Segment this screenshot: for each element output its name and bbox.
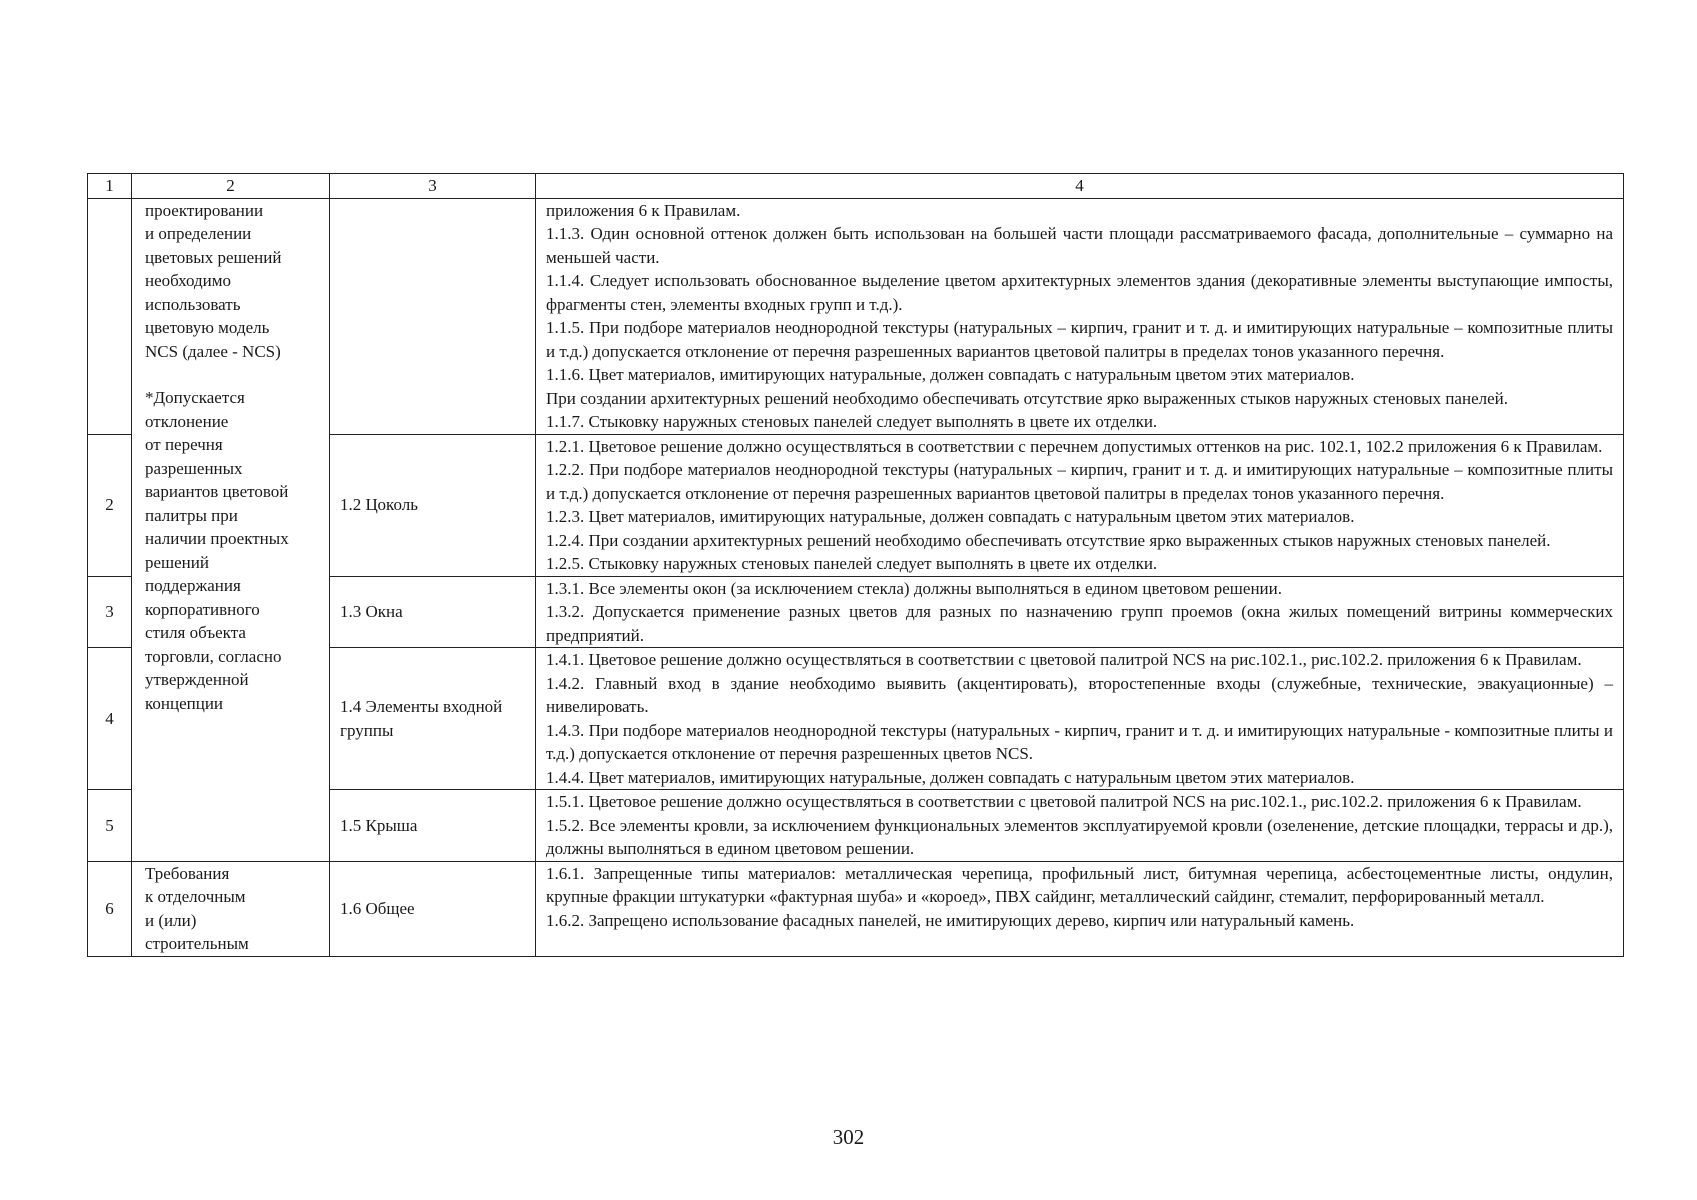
element-cell: 1.2 Цоколь <box>330 434 536 576</box>
element-cell: 1.4 Элементы входной группы <box>330 648 536 790</box>
text-line: 1.3.2. Допускается применение разных цветов для разных по назначению групп проемов (окна жилых помещений витрины коммерческих предприятий. <box>546 602 1613 645</box>
header-cell-2: 2 <box>132 174 330 199</box>
text-line: решений <box>145 552 209 572</box>
text-line: и определении <box>145 224 252 243</box>
text-line: 1.1.5. При подборе материалов неоднородной текстуры (натуральных – кирпич, гранит и т. д. и имитирующих натуральные – композитные плиты и т.д.) допускается отклонение от перечня разрешенных вариантов цветовой палитры в пределах тонов указанного перечня. <box>546 318 1613 361</box>
description-cell <box>536 648 1624 790</box>
requirement-cell <box>132 861 330 956</box>
text-line: 1.4.4. Цвет материалов, имитирующих натуральные, должен совпадать с натуральным цветом этих материалов. <box>546 767 1355 787</box>
text-line: строительным <box>145 934 249 953</box>
row-number <box>88 198 132 434</box>
text-line: цветовых решений <box>145 247 282 267</box>
text-line: *Допускается <box>145 388 245 407</box>
description-cell <box>536 790 1624 862</box>
text-line: вариантов цветовой <box>145 482 289 501</box>
text-line: 1.1.4. Следует использовать обоснованное выделение цветом архитектурных элементов здания (декоративные элементы выступающие импосты, фрагменты стен, элементы входных групп и т.д.). <box>546 271 1613 314</box>
element-cell <box>330 198 536 434</box>
text-line: поддержания <box>145 576 241 595</box>
text-line: разрешенных <box>145 458 243 478</box>
text-line: утвержденной <box>145 670 249 689</box>
text-line: 1.2.1. Цветовое решение должно осуществляться в соответствии с перечнем допустимых оттенков на рис. 102.1, 102.2 приложения 6 к Правилам. <box>546 436 1603 456</box>
text-line: необходимо <box>145 271 232 290</box>
header-cell-1: 1 <box>88 174 132 199</box>
text-line: 1.1.3. Один основной оттенок должен быть использован на большей части площади рассматриваемого фасада, дополнительные – суммарно на меньшей части. <box>546 224 1613 267</box>
text-line: 1.3.1. Все элементы окон (за исключением стекла) должны выполняться в едином цветовом решении. <box>546 578 1282 598</box>
text-line: 1.2.4. При создании архитектурных решений необходимо обеспечивать отсутствие ярко выраженных стыков наружных стеновых панелей. <box>546 530 1551 550</box>
text-line: и (или) <box>145 910 197 930</box>
requirement-cell <box>132 198 330 861</box>
text-line: палитры при <box>145 505 238 525</box>
row-number: 2 <box>88 434 132 576</box>
text-line: 1.4.3. При подборе материалов неоднородной текстуры (натуральных - кирпич, гранит и т. д. и имитирующих натуральные - композитные плиты и т.д.) допускается отклонение от перечня разрешенных цветов NCS. <box>546 720 1613 763</box>
description-cell <box>536 861 1624 956</box>
header-cell-4: 4 <box>536 174 1624 199</box>
text-line: приложения 6 к Правилам. <box>546 200 741 220</box>
row-number: 6 <box>88 861 132 956</box>
description-cell <box>536 434 1624 576</box>
text-line: проектировании <box>145 200 264 220</box>
text-line: отклонение <box>145 411 229 431</box>
text-line: к отделочным <box>145 887 246 906</box>
requirements-table <box>87 173 1624 957</box>
row-number: 4 <box>88 648 132 790</box>
page-number: 302 <box>832 1125 865 1149</box>
text-line: 1.1.6. Цвет материалов, имитирующих натуральные, должен совпадать с натуральным цветом этих материалов. <box>546 365 1355 384</box>
requirement-block-2 <box>145 386 319 715</box>
text-line: использовать <box>145 294 241 314</box>
text-line: 1.1.7. Стыковку наружных стеновых панелей следует выполнять в цвете их отделки. <box>546 412 1158 431</box>
requirement-block-1 <box>145 199 319 364</box>
text-line: При создании архитектурных решений необходимо обеспечивать отсутствие ярко выраженных стыков наружных стеновых панелей. <box>546 388 1508 408</box>
text-line: 1.4.2. Главный вход в здание необходимо выявить (акцентировать), второстепенные входы (служебные, технические, эвакуационные) – нивелировать. <box>546 673 1613 716</box>
text-line: Требования <box>145 863 230 883</box>
text-line: 1.4.1. Цветовое решение должно осуществляться в соответствии с цветовой палитрой NCS на рис.102.1., рис.102.2. приложения 6 к Правилам. <box>546 650 1582 669</box>
text-line: корпоративного <box>145 599 260 619</box>
text-line: концепции <box>145 693 224 713</box>
element-cell: 1.5 Крыша <box>330 790 536 862</box>
text-line: 1.5.1. Цветовое решение должно осуществляться в соответствии с цветовой палитрой NCS на рис.102.1., рис.102.2. приложения 6 к Правилам. <box>546 792 1582 811</box>
text-line: 1.5.2. Все элементы кровли, за исключением функциональных элементов эксплуатируемой кровли (озеленение, детские площадки, террасы и др.), должны выполняться в едином цветовом решении. <box>546 815 1613 858</box>
row-number: 3 <box>88 576 132 648</box>
text-line: 1.2.5. Стыковку наружных стеновых панелей следует выполнять в цвете их отделки. <box>546 554 1158 573</box>
table-row <box>88 198 1624 434</box>
table-header-row <box>88 174 1624 199</box>
text-line: торговли, согласно <box>145 646 282 666</box>
description-cell <box>536 576 1624 648</box>
text-line: от перечня <box>145 435 223 454</box>
header-cell-3: 3 <box>330 174 536 199</box>
text-line: стиля объекта <box>145 623 246 642</box>
row-number: 5 <box>88 790 132 862</box>
text-line: 1.2.2. При подборе материалов неоднородной текстуры (натуральных – кирпич, гранит и т. д. и имитирующих натуральные – композитные плиты и т.д.) допускается отклонение от перечня разрешенных вариантов цветовой палитры в пределах тонов указанного перечня. <box>546 460 1613 503</box>
text-line: наличии проектных <box>145 529 289 548</box>
element-cell: 1.6 Общее <box>330 861 536 956</box>
text-line: 1.6.2. Запрещено использование фасадных панелей, не имитирующих дерево, кирпич или натуральный камень. <box>546 910 1355 930</box>
description-cell <box>536 198 1624 434</box>
element-cell: 1.3 Окна <box>330 576 536 648</box>
text-line: NCS (далее - NCS) <box>145 341 281 361</box>
text-line: 1.6.1. Запрещенные типы материалов: металлическая черепица, профильный лист, битумная черепица, асбестоцементные листы, ондулин, крупные фракции штукатурки «фактурная шуба» и «короед», ПВХ сайдинг, металлический сайдинг, стемалит, перфорированный металл. <box>546 863 1613 906</box>
text-line: цветовую модель <box>145 318 270 337</box>
text-line: 1.2.3. Цвет материалов, имитирующих натуральные, должен совпадать с натуральным цветом этих материалов. <box>546 507 1355 526</box>
table-row <box>88 861 1624 956</box>
